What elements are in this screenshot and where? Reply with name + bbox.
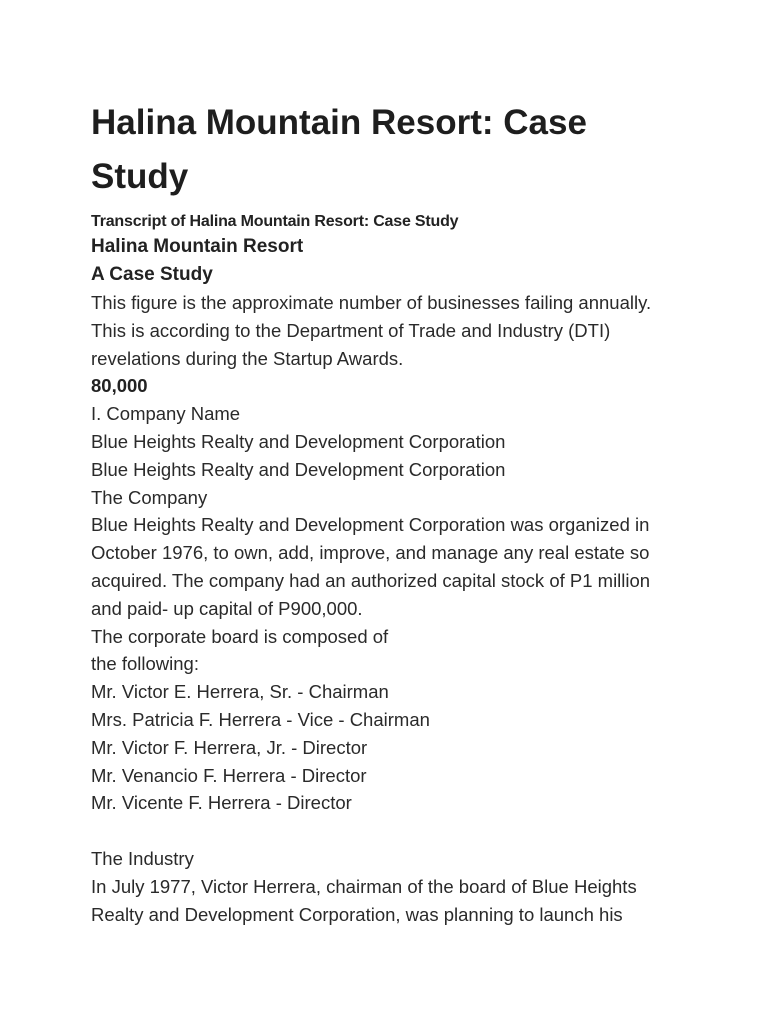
board-member: Mr. Venancio F. Herrera - Director bbox=[91, 764, 367, 786]
subheading-case-study: A Case Study bbox=[91, 264, 213, 285]
title-line-1: Halina Mountain Resort: Case bbox=[91, 103, 587, 142]
board-member: Mr. Victor E. Herrera, Sr. - Chairman bbox=[91, 681, 389, 703]
body-line: In July 1977, Victor Herrera, chairman of the board of Blue Heights bbox=[91, 875, 637, 897]
board-member: Mrs. Patricia F. Herrera - Vice - Chairman bbox=[91, 708, 430, 730]
title-line-2: Study bbox=[91, 157, 189, 196]
body-line: Blue Heights Realty and Development Corporation bbox=[91, 430, 506, 452]
body-line: This is according to the Department of Trade and Industry (DTI) bbox=[91, 319, 611, 341]
body-line: Blue Heights Realty and Development Corporation bbox=[91, 458, 506, 480]
body-line: revelations during the Startup Awards. bbox=[91, 347, 404, 369]
section-heading-industry: The Industry bbox=[91, 847, 194, 869]
body-line: October 1976, to own, add, improve, and manage any real estate so bbox=[91, 542, 650, 564]
body-line: The corporate board is composed of bbox=[91, 625, 389, 647]
body-line: Realty and Development Corporation, was planning to launch his bbox=[91, 903, 623, 925]
body-line: the following: bbox=[91, 653, 199, 675]
board-member: Mr. Victor F. Herrera, Jr. - Director bbox=[91, 736, 368, 758]
body-line: Blue Heights Realty and Development Corporation was organized in bbox=[91, 514, 650, 536]
transcript-heading: Transcript of Halina Mountain Resort: Case Study bbox=[91, 213, 459, 230]
body-line: and paid- up capital of P900,000. bbox=[91, 597, 363, 619]
page-title bbox=[91, 96, 691, 204]
spacer bbox=[91, 817, 691, 845]
subheading-resort: Halina Mountain Resort bbox=[91, 236, 304, 257]
document-content bbox=[91, 96, 691, 928]
section-heading-the-company: The Company bbox=[91, 486, 208, 508]
section-heading-company-name: I. Company Name bbox=[91, 403, 241, 425]
body-line: This figure is the approximate number of businesses failing annually. bbox=[91, 292, 652, 313]
body-line: acquired. The company had an authorized capital stock of P1 million bbox=[91, 569, 651, 591]
board-member: Mr. Vicente F. Herrera - Director bbox=[91, 792, 352, 814]
statistic-figure: 80,000 bbox=[91, 375, 148, 397]
